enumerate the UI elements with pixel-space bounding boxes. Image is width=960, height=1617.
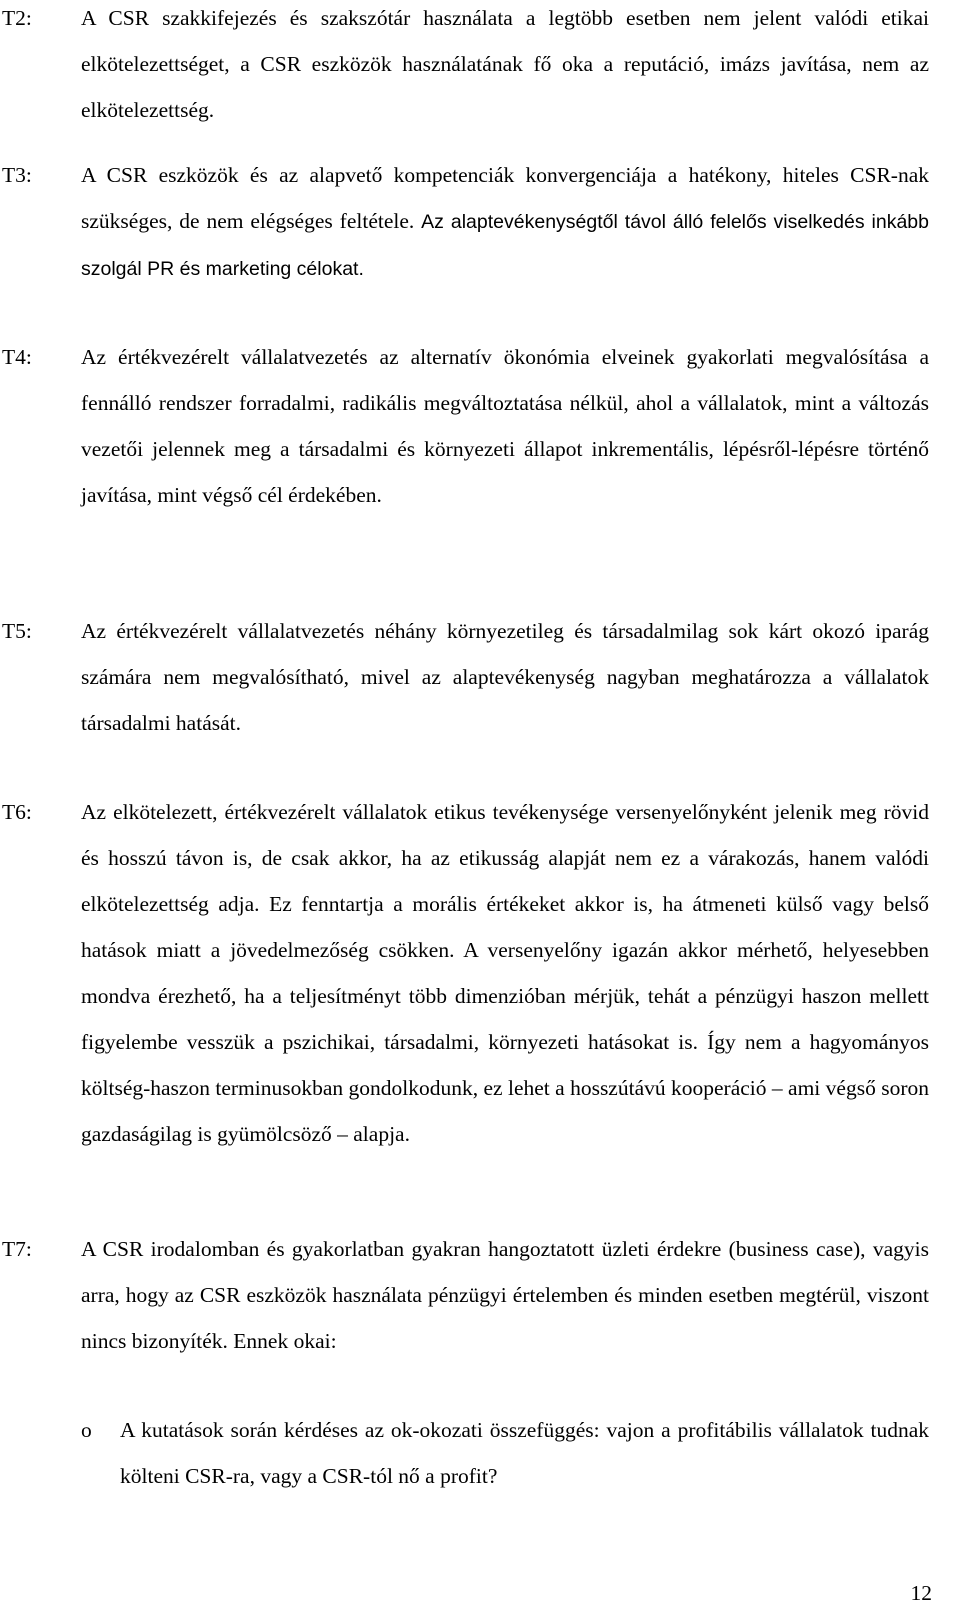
page-number: 12 [910,1581,932,1605]
thesis-label: T3: [2,163,32,187]
bullet-marker: o [81,1418,92,1442]
thesis-text: A CSR szakkifejezés és szakszótár használata a legtöbb esetben nem jelent valódi etikai elkötelezettséget, a CSR eszközök használatának fő oka a reputáció, imázs javítása, nem az elkötelezettség. [81,6,929,122]
thesis-label: T5: [2,619,32,643]
thesis-label: T2: [2,6,32,30]
thesis-text: A CSR irodalomban és gyakorlatban gyakran hangoztatott üzleti érdekre (business case), vagyis arra, hogy az CSR eszközök használata pénzügyi értelemben és minden esetben megtérül, viszont nincs bizonyíték. Ennek okai: [81,1237,929,1353]
thesis-text-part: Az alaptevékenységtől távol álló felelős viselkedés inkább szolgál PR és marketing célokat. [81,211,929,280]
thesis-text: Az elkötelezett, értékvezérelt vállalatok etikus tevékenysége versenyelőnyként jelenik meg rövid és hosszú távon is, de csak akkor, ha az etikusság alapját nem ez a várakozás, hanem valódi elkötelezettség adja. Ez fenntartja a morális értékeket akkor is, ha átmeneti külső vagy belső hatások miatt a jövedelmezőség csökken. A versenyelőny igazán akkor mérhető, helyesebben mondva érezhető, ha a teljesítményt több dimenzióban mérjük, tehát a pénzügyi haszon mellett figyelembe vesszük a pszichikai, társadalmi, környezeti hatásokat is. Így nem a hagyományos költség-haszon terminusokban gondolkodunk, ez lehet a hosszútávú kooperáció – ami végső soron gazdaságilag is gyümölcsöző – alapja. [81,800,929,1146]
thesis-text-part: A CSR eszközök és az alapvető kompetenciák konvergenciája a hatékony, hiteles CSR-nak szükséges, de nem elégséges feltétele. [81,163,929,233]
thesis-label: T4: [2,345,32,369]
bullet-text: A kutatások során kérdéses az ok-okozati összefüggés: vajon a profitábilis vállalatok tudnak költeni CSR-ra, vagy a CSR-tól nő a profit? [120,1418,929,1488]
thesis-text: Az értékvezérelt vállalatvezetés az alternatív ökonómia elveinek gyakorlati megvalósítása a fennálló rendszer forradalmi, radikális megváltoztatása nélkül, ahol a vállalatok, mint a változás vezetői jelennek meg a társadalmi és környezeti állapot inkrementális, lépésről-lépésre történő javítása, mint végső cél érdekében. [81,345,929,507]
thesis-text [81,152,929,292]
thesis-text: Az értékvezérelt vállalatvezetés néhány környezetileg és társadalmilag sok kárt okozó iparág számára nem megvalósítható, mivel az alaptevékenység nagyban meghatározza a vállalatok társadalmi hatását. [81,619,929,735]
thesis-label: T6: [2,800,32,824]
thesis-label: T7: [2,1237,32,1261]
